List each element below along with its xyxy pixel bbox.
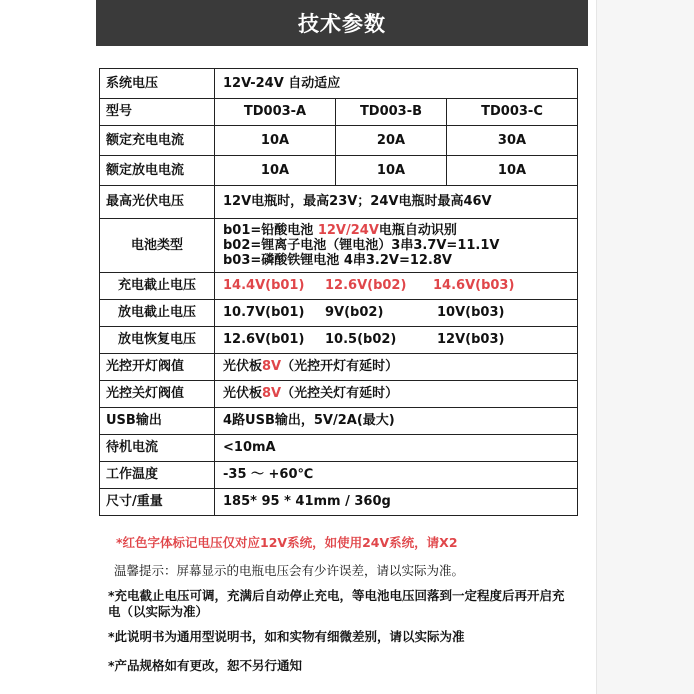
table-row [100, 156, 578, 186]
table-row [100, 408, 578, 435]
discharge-cutoff-b02: 9V(b02) [325, 305, 384, 320]
discharge-recover-b02: 10.5(b02) [325, 332, 397, 347]
charge-cutoff-b03: 14.6V(b03) [433, 278, 515, 293]
light-on-voltage: 8V [262, 359, 282, 374]
row-label: 工作温度 [100, 462, 215, 489]
model-c: TD003-C [447, 99, 578, 126]
row-label: 电池类型 [100, 219, 215, 273]
table-row [100, 300, 578, 327]
rated-charge-a: 10A [215, 126, 336, 156]
row-label: USB输出 [100, 408, 215, 435]
row-label: 系统电压 [100, 69, 215, 99]
discharge-recover-value [215, 327, 578, 354]
table-row [100, 219, 578, 273]
rated-charge-c: 30A [447, 126, 578, 156]
notes [108, 535, 578, 674]
row-label: 额定充电电流 [100, 126, 215, 156]
battery-voltage-red: 12V/24V [317, 223, 379, 238]
table-row [100, 435, 578, 462]
note-spec-change: *产品规格如有更改，恕不另行通知 [108, 658, 303, 673]
size-value: 185* 95 * 41mm / 360g [215, 489, 578, 516]
discharge-recover-b01: 12.6V(b01) [223, 332, 305, 347]
rated-charge-b: 20A [336, 126, 447, 156]
discharge-cutoff-value [215, 300, 578, 327]
battery-type-value [215, 219, 578, 273]
note-cutoff-adjustable: *充电截止电压可调，充满后自动停止充电，等电池电压回落到一定程度后再开启充电（以实际为准） [108, 588, 565, 619]
discharge-cutoff-b03: 10V(b03) [437, 305, 505, 320]
rated-discharge-a: 10A [215, 156, 336, 186]
row-label: 待机电流 [100, 435, 215, 462]
light-on-value [215, 354, 578, 381]
light-off-value [215, 381, 578, 408]
table-row [100, 354, 578, 381]
rated-discharge-c: 10A [447, 156, 578, 186]
table-row [100, 186, 578, 219]
row-label: 光控开灯阀值 [100, 354, 215, 381]
battery-type-b01: b01=铅酸电池 [223, 223, 318, 238]
table-row [100, 489, 578, 516]
table-row [100, 327, 578, 354]
row-label: 型号 [100, 99, 215, 126]
page-edge-strip [596, 0, 694, 694]
battery-type-line1 [223, 223, 571, 238]
model-b: TD003-B [336, 99, 447, 126]
temperature-value: -35 ～ +60℃ [215, 462, 578, 489]
section-title: 技术参数 [298, 12, 386, 36]
battery-auto-detect: 电瓶自动识别 [378, 223, 457, 238]
discharge-recover-b03: 12V(b03) [437, 332, 505, 347]
table-row [100, 69, 578, 99]
rated-discharge-b: 10A [336, 156, 447, 186]
row-label: 充电截止电压 [100, 273, 215, 300]
table-row [100, 462, 578, 489]
battery-type-line2: b02=锂离子电池（锂电池）3串3.7V=11.1V [223, 238, 500, 253]
table-row [100, 273, 578, 300]
note-display-error: 温馨提示：屏幕显示的电瓶电压会有少许误差，请以实际为准。 [114, 563, 465, 578]
light-off-note: （光控关灯有延时） [281, 386, 399, 401]
standby-value: <10mA [215, 435, 578, 462]
note-generic-manual: *此说明书为通用型说明书，如和实物有细微差别，请以实际为准 [108, 629, 465, 644]
charge-cutoff-b01: 14.4V(b01) [223, 278, 305, 293]
row-label: 放电恢复电压 [100, 327, 215, 354]
light-off-voltage: 8V [262, 386, 282, 401]
row-value [215, 69, 578, 99]
section-header [96, 0, 588, 46]
row-label: 最高光伏电压 [100, 186, 215, 219]
note-red-voltage: *红色字体标记电压仅对应12V系统，如使用24V系统，请X2 [116, 535, 458, 550]
row-label: 额定放电电流 [100, 156, 215, 186]
charge-cutoff-value [215, 273, 578, 300]
light-on-note: （光控开灯有延时） [281, 359, 399, 374]
battery-type-line3: b03=磷酸铁锂电池 4串3.2V=12.8V [223, 253, 452, 268]
system-voltage-value: 12V-24V 自动适应 [223, 75, 341, 91]
discharge-cutoff-b01: 10.7V(b01) [223, 305, 305, 320]
table-row [100, 126, 578, 156]
light-on-pre: 光伏板 [223, 359, 263, 374]
row-label: 光控关灯阀值 [100, 381, 215, 408]
row-label: 尺寸/重量 [100, 489, 215, 516]
model-a: TD003-A [215, 99, 336, 126]
spec-table [99, 68, 578, 516]
light-off-pre: 光伏板 [223, 386, 263, 401]
table-row [100, 381, 578, 408]
charge-cutoff-b02: 12.6V(b02) [325, 278, 407, 293]
max-pv-value: 12V电瓶时，最高23V；24V电瓶时最高46V [215, 186, 578, 219]
usb-value: 4路USB输出，5V/2A(最大) [215, 408, 578, 435]
table-row [100, 99, 578, 126]
row-label: 放电截止电压 [100, 300, 215, 327]
